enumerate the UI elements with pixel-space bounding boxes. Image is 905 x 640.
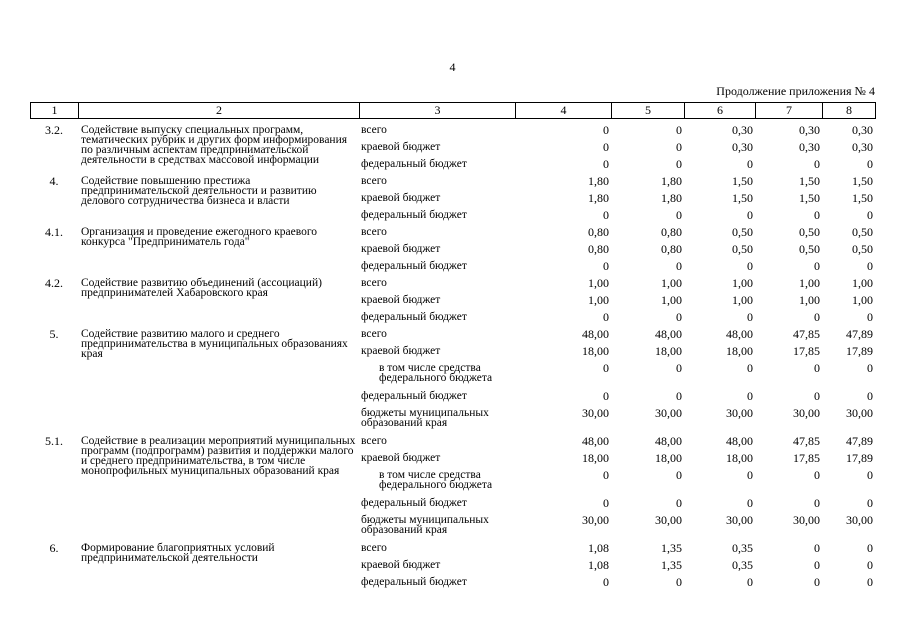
funding-source: всего: [361, 277, 387, 289]
amount-cell: 30,00: [582, 406, 609, 420]
amount-cell: 0: [747, 575, 753, 589]
funding-source: всего: [361, 435, 387, 447]
amount-cell: 1,00: [661, 293, 682, 307]
amount-cell: 1,80: [661, 174, 682, 188]
funding-source: краевой бюджет: [361, 192, 441, 204]
amount-cell: 0: [867, 259, 873, 273]
amount-cell: 18,00: [655, 344, 682, 358]
amount-cell: 0: [603, 468, 609, 482]
amount-cell: 0: [747, 157, 753, 171]
amount-cell: 0: [747, 208, 753, 222]
amount-cell: 1,00: [732, 293, 753, 307]
amount-cell: 0: [676, 389, 682, 403]
amount-cell: 0,35: [732, 541, 753, 555]
amount-cell: 18,00: [655, 451, 682, 465]
amount-cell: 0,50: [852, 225, 873, 239]
amount-cell: 0: [867, 468, 873, 482]
funding-source: бюджеты муниципальных образований края: [361, 407, 489, 429]
amount-cell: 0: [676, 310, 682, 324]
amount-cell: 1,35: [661, 541, 682, 555]
funding-source: федеральный бюджет: [361, 576, 467, 588]
item-number: 5.1.: [45, 434, 63, 448]
column-header: 8: [823, 103, 876, 119]
amount-cell: 0: [867, 496, 873, 510]
amount-cell: 1,50: [852, 191, 873, 205]
amount-cell: 0: [814, 208, 820, 222]
amount-cell: 18,00: [582, 344, 609, 358]
amount-cell: 0: [814, 575, 820, 589]
amount-cell: 1,00: [799, 293, 820, 307]
continuation-note: Продолжение приложения № 4: [716, 84, 875, 98]
activity-name: Содействие развитию малого и среднего предпринимательства в муниципальных образованиях края: [81, 328, 348, 360]
amount-cell: 0: [867, 361, 873, 375]
amount-cell: 0,80: [661, 225, 682, 239]
amount-cell: 48,00: [582, 327, 609, 341]
funding-source: федеральный бюджет: [361, 390, 467, 402]
funding-source: краевой бюджет: [361, 243, 441, 255]
amount-cell: 48,00: [655, 327, 682, 341]
funding-source: федеральный бюджет: [361, 311, 467, 323]
activity-name: Содействие выпуску специальных программ, тематических рубрик и других форм информирования по различным аспектам предпринимательской деятельности в средствах массовой информации: [81, 124, 348, 166]
amount-cell: 18,00: [726, 451, 753, 465]
funding-source: бюджеты муниципальных образований края: [361, 514, 489, 536]
amount-cell: 17,89: [846, 451, 873, 465]
amount-cell: 0: [867, 541, 873, 555]
funding-source: в том числе средства федерального бюджета: [379, 362, 493, 384]
amount-cell: 0: [867, 310, 873, 324]
amount-cell: 0: [867, 208, 873, 222]
amount-cell: 0: [676, 123, 682, 137]
item-number: 5.: [49, 327, 59, 341]
amount-cell: 0: [676, 157, 682, 171]
amount-cell: 0: [747, 389, 753, 403]
amount-cell: 1,50: [732, 191, 753, 205]
amount-cell: 0: [814, 259, 820, 273]
amount-cell: 30,00: [793, 513, 820, 527]
amount-cell: 0: [867, 389, 873, 403]
amount-cell: 0,80: [588, 242, 609, 256]
amount-cell: 17,89: [846, 344, 873, 358]
amount-cell: 47,89: [846, 434, 873, 448]
amount-cell: 0: [603, 496, 609, 510]
amount-cell: 47,89: [846, 327, 873, 341]
amount-cell: 0,50: [852, 242, 873, 256]
amount-cell: 0: [676, 208, 682, 222]
funding-source: всего: [361, 226, 387, 238]
amount-cell: 0,80: [661, 242, 682, 256]
amount-cell: 0: [814, 361, 820, 375]
amount-cell: 0,35: [732, 558, 753, 572]
budget-table: [30, 125, 875, 594]
amount-cell: 30,00: [655, 406, 682, 420]
amount-cell: 0: [603, 208, 609, 222]
amount-cell: 1,50: [732, 174, 753, 188]
amount-cell: 30,00: [846, 513, 873, 527]
amount-cell: 1,80: [661, 191, 682, 205]
amount-cell: 0: [676, 361, 682, 375]
amount-cell: 17,85: [793, 344, 820, 358]
amount-cell: 0: [676, 259, 682, 273]
amount-cell: 0,30: [852, 140, 873, 154]
amount-cell: 0: [747, 496, 753, 510]
amount-cell: 1,00: [852, 276, 873, 290]
amount-cell: 1,80: [588, 191, 609, 205]
amount-cell: 47,85: [793, 434, 820, 448]
amount-cell: 1,80: [588, 174, 609, 188]
amount-cell: 0: [814, 310, 820, 324]
funding-source: краевой бюджет: [361, 345, 441, 357]
funding-source: всего: [361, 175, 387, 187]
amount-cell: 0,80: [588, 225, 609, 239]
amount-cell: 0: [603, 259, 609, 273]
amount-cell: 0,30: [732, 140, 753, 154]
amount-cell: 18,00: [582, 451, 609, 465]
amount-cell: 1,50: [799, 191, 820, 205]
amount-cell: 0,30: [852, 123, 873, 137]
column-header-table: [30, 102, 876, 119]
amount-cell: 18,00: [726, 344, 753, 358]
column-header: 1: [31, 103, 79, 119]
amount-cell: 30,00: [793, 406, 820, 420]
column-header: 4: [516, 103, 612, 119]
amount-cell: 0: [603, 140, 609, 154]
amount-cell: 1,50: [799, 174, 820, 188]
amount-cell: 0: [603, 389, 609, 403]
funding-source: всего: [361, 542, 387, 554]
amount-cell: 1,00: [732, 276, 753, 290]
funding-source: федеральный бюджет: [361, 497, 467, 509]
amount-cell: 0: [814, 389, 820, 403]
item-number: 3.2.: [45, 123, 63, 137]
funding-source: краевой бюджет: [361, 141, 441, 153]
activity-name: Содействие в реализации мероприятий муниципальных программ (подпрограмм) развития и поддержки малого и среднего предпринимательства, в том числе монопрофильных муниципальных образований края: [81, 435, 356, 477]
amount-cell: 1,08: [588, 541, 609, 555]
amount-cell: 1,00: [799, 276, 820, 290]
funding-source: федеральный бюджет: [361, 260, 467, 272]
funding-source: краевой бюджет: [361, 294, 441, 306]
item-number: 6.: [49, 541, 59, 555]
amount-cell: 0,30: [732, 123, 753, 137]
amount-cell: 0: [676, 496, 682, 510]
amount-cell: 0: [603, 361, 609, 375]
amount-cell: 0: [676, 575, 682, 589]
amount-cell: 0: [814, 496, 820, 510]
amount-cell: 48,00: [655, 434, 682, 448]
column-header-row: [31, 103, 876, 119]
column-header: 6: [685, 103, 756, 119]
amount-cell: 0: [814, 558, 820, 572]
funding-source: краевой бюджет: [361, 559, 441, 571]
funding-source: федеральный бюджет: [361, 209, 467, 221]
amount-cell: 30,00: [726, 513, 753, 527]
amount-cell: 17,85: [793, 451, 820, 465]
amount-cell: 1,00: [852, 293, 873, 307]
funding-source: всего: [361, 328, 387, 340]
amount-cell: 0: [814, 468, 820, 482]
amount-cell: 0: [603, 575, 609, 589]
amount-cell: 1,00: [661, 276, 682, 290]
amount-cell: 0: [747, 361, 753, 375]
amount-cell: 0: [814, 157, 820, 171]
funding-source: всего: [361, 124, 387, 136]
column-header: 5: [612, 103, 685, 119]
amount-cell: 1,08: [588, 558, 609, 572]
activity-name: Содействие повышению престижа предпринимательской деятельности и развитию делового сотрудничества бизнеса и власти: [81, 175, 317, 207]
amount-cell: 30,00: [846, 406, 873, 420]
amount-cell: 47,85: [793, 327, 820, 341]
amount-cell: 30,00: [582, 513, 609, 527]
activity-name: Организация и проведение ежегодного краевого конкурса "Предприниматель года": [81, 226, 318, 248]
amount-cell: 0: [603, 310, 609, 324]
activity-name: Формирование благоприятных условий предпринимательской деятельности: [81, 542, 275, 564]
amount-cell: 0: [603, 123, 609, 137]
amount-cell: 0,50: [732, 242, 753, 256]
amount-cell: 0: [867, 575, 873, 589]
column-header: 7: [756, 103, 823, 119]
item-number: 4.: [49, 174, 59, 188]
amount-cell: 1,00: [588, 293, 609, 307]
amount-cell: 0,30: [799, 123, 820, 137]
amount-cell: 0,50: [799, 225, 820, 239]
amount-cell: 0: [676, 140, 682, 154]
item-number: 4.2.: [45, 276, 63, 290]
funding-source: краевой бюджет: [361, 452, 441, 464]
column-header: 3: [360, 103, 516, 119]
amount-cell: 0: [867, 558, 873, 572]
amount-cell: 0: [814, 541, 820, 555]
amount-cell: 0,50: [799, 242, 820, 256]
amount-cell: 1,35: [661, 558, 682, 572]
activity-name: Содействие развитию объединений (ассоциаций) предпринимателей Хабаровского края: [81, 277, 322, 299]
page-number: 4: [449, 60, 456, 74]
amount-cell: 0: [867, 157, 873, 171]
amount-cell: 0,50: [732, 225, 753, 239]
column-header: 2: [79, 103, 360, 119]
amount-cell: 1,50: [852, 174, 873, 188]
amount-cell: 0: [676, 468, 682, 482]
amount-cell: 48,00: [726, 434, 753, 448]
amount-cell: 30,00: [726, 406, 753, 420]
amount-cell: 1,00: [588, 276, 609, 290]
amount-cell: 0,30: [799, 140, 820, 154]
item-number: 4.1.: [45, 225, 63, 239]
amount-cell: 48,00: [582, 434, 609, 448]
amount-cell: 0: [603, 157, 609, 171]
amount-cell: 0: [747, 310, 753, 324]
amount-cell: 48,00: [726, 327, 753, 341]
funding-source: в том числе средства федерального бюджета: [379, 469, 493, 491]
amount-cell: 30,00: [655, 513, 682, 527]
funding-source: федеральный бюджет: [361, 158, 467, 170]
amount-cell: 0: [747, 259, 753, 273]
amount-cell: 0: [747, 468, 753, 482]
